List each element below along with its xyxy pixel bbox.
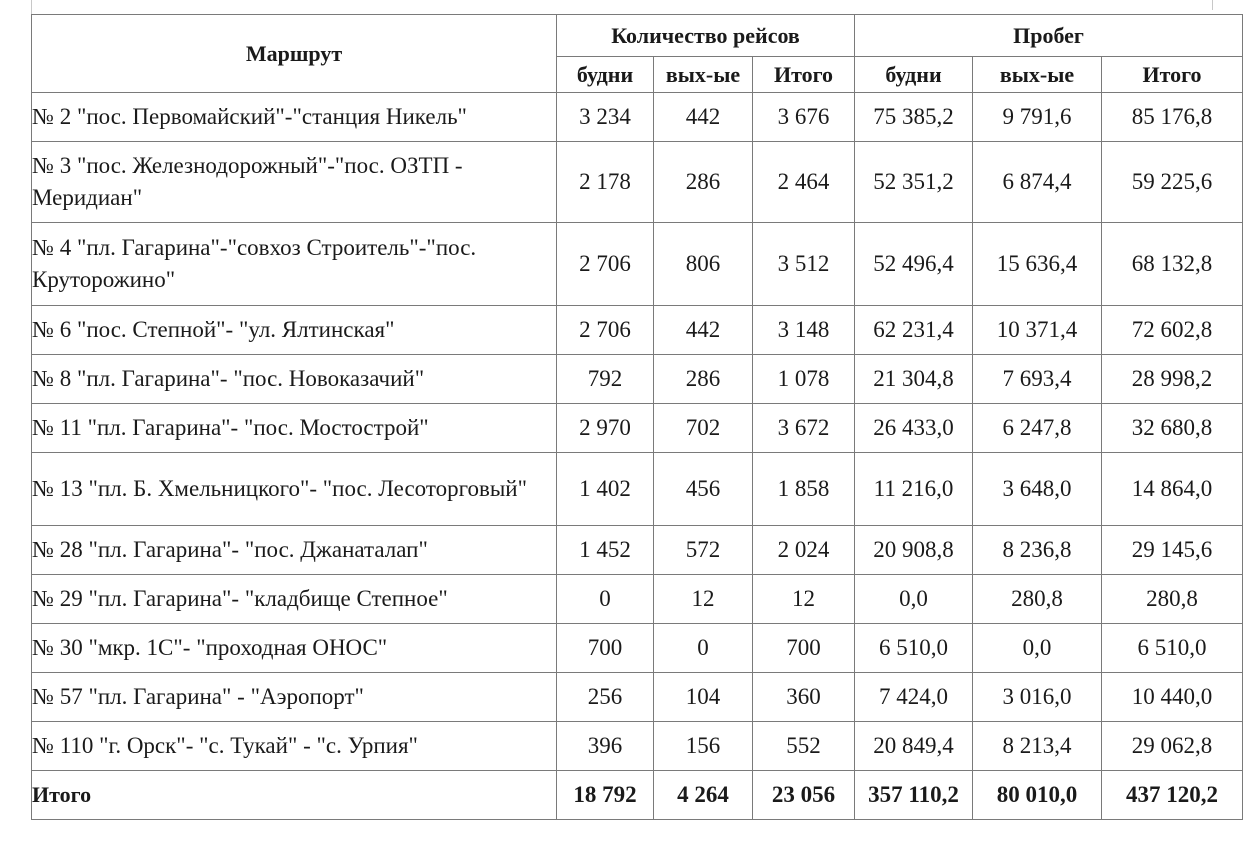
trips-total-cell: 700 (753, 624, 855, 673)
mileage-total-cell: 6 510,0 (1102, 624, 1243, 673)
mileage-weekends-cell: 3 016,0 (973, 673, 1102, 722)
mileage-weekdays-cell: 75 385,2 (855, 93, 973, 142)
route-cell: № 8 "пл. Гагарина"- "пос. Новоказачий" (32, 355, 557, 404)
trips-weekdays-cell: 1 402 (557, 453, 654, 526)
header-mileage-weekends: вых-ые (973, 57, 1102, 93)
total-row (32, 771, 1243, 820)
mileage-weekends-cell: 280,8 (973, 575, 1102, 624)
mileage-weekends-cell: 7 693,4 (973, 355, 1102, 404)
trips-weekends-cell: 156 (654, 722, 753, 771)
route-cell: № 28 "пл. Гагарина"- "пос. Джанаталап" (32, 526, 557, 575)
mileage-weekends-cell: 15 636,4 (973, 223, 1102, 306)
mileage-weekdays-cell: 0,0 (855, 575, 973, 624)
mileage-weekends-cell: 6 247,8 (973, 404, 1102, 453)
mileage-weekdays-cell: 26 433,0 (855, 404, 973, 453)
trips-weekdays-cell: 396 (557, 722, 654, 771)
mileage-total-cell: 72 602,8 (1102, 306, 1243, 355)
trips-weekdays-cell: 1 452 (557, 526, 654, 575)
trips-weekends-cell: 572 (654, 526, 753, 575)
mileage-weekdays-cell: 6 510,0 (855, 624, 973, 673)
mileage-total-cell: 29 145,6 (1102, 526, 1243, 575)
trips-weekdays-cell: 256 (557, 673, 654, 722)
trips-total-cell: 3 512 (753, 223, 855, 306)
total-mileage-weekends: 80 010,0 (973, 771, 1102, 820)
header-trips-weekends: вых-ые (654, 57, 753, 93)
trips-weekends-cell: 286 (654, 355, 753, 404)
mileage-weekends-cell: 9 791,6 (973, 93, 1102, 142)
table-row (32, 575, 1243, 624)
mileage-total-cell: 280,8 (1102, 575, 1243, 624)
mileage-weekends-cell: 6 874,4 (973, 142, 1102, 223)
route-cell: № 30 "мкр. 1С"- "проходная ОНОС" (32, 624, 557, 673)
trips-total-cell: 1 858 (753, 453, 855, 526)
trips-total-cell: 3 148 (753, 306, 855, 355)
route-cell: № 11 "пл. Гагарина"- "пос. Мостострой" (32, 404, 557, 453)
table-row (32, 142, 1243, 223)
page-edge-right (1212, 0, 1213, 10)
trips-total-cell: 360 (753, 673, 855, 722)
table-row (32, 93, 1243, 142)
total-mileage-weekdays: 357 110,2 (855, 771, 973, 820)
trips-total-cell: 12 (753, 575, 855, 624)
header-trips-group: Количество рейсов (557, 15, 855, 57)
mileage-weekdays-cell: 52 351,2 (855, 142, 973, 223)
routes-table (31, 14, 1243, 820)
trips-weekdays-cell: 2 178 (557, 142, 654, 223)
trips-weekdays-cell: 0 (557, 575, 654, 624)
mileage-weekdays-cell: 7 424,0 (855, 673, 973, 722)
mileage-total-cell: 14 864,0 (1102, 453, 1243, 526)
table-row (32, 526, 1243, 575)
route-cell: № 13 "пл. Б. Хмельницкого"- "пос. Лесоторговый" (32, 453, 557, 526)
mileage-weekdays-cell: 21 304,8 (855, 355, 973, 404)
mileage-total-cell: 29 062,8 (1102, 722, 1243, 771)
trips-weekends-cell: 12 (654, 575, 753, 624)
route-cell: № 6 "пос. Степной"- "ул. Ялтинская" (32, 306, 557, 355)
table-row (32, 624, 1243, 673)
header-trips-total: Итого (753, 57, 855, 93)
trips-weekends-cell: 104 (654, 673, 753, 722)
total-label: Итого (32, 771, 557, 820)
mileage-weekdays-cell: 20 849,4 (855, 722, 973, 771)
table-row (32, 404, 1243, 453)
header-trips-weekdays: будни (557, 57, 654, 93)
total-trips-weekends: 4 264 (654, 771, 753, 820)
header-mileage-weekdays: будни (855, 57, 973, 93)
table-row (32, 306, 1243, 355)
trips-total-cell: 2 024 (753, 526, 855, 575)
mileage-weekdays-cell: 52 496,4 (855, 223, 973, 306)
header-route: Маршрут (32, 15, 557, 93)
trips-weekends-cell: 286 (654, 142, 753, 223)
total-trips-total: 23 056 (753, 771, 855, 820)
mileage-total-cell: 85 176,8 (1102, 93, 1243, 142)
mileage-weekends-cell: 8 236,8 (973, 526, 1102, 575)
route-cell: № 110 "г. Орск"- "с. Тукай" - "с. Урпия" (32, 722, 557, 771)
mileage-weekends-cell: 0,0 (973, 624, 1102, 673)
mileage-total-cell: 28 998,2 (1102, 355, 1243, 404)
table-row (32, 453, 1243, 526)
trips-weekends-cell: 0 (654, 624, 753, 673)
mileage-weekends-cell: 8 213,4 (973, 722, 1102, 771)
table-row (32, 355, 1243, 404)
mileage-total-cell: 59 225,6 (1102, 142, 1243, 223)
trips-total-cell: 1 078 (753, 355, 855, 404)
trips-weekends-cell: 442 (654, 306, 753, 355)
route-cell: № 3 "пос. Железнодорожный"-"пос. ОЗТП - Меридиан" (32, 142, 557, 223)
total-mileage-total: 437 120,2 (1102, 771, 1243, 820)
mileage-weekends-cell: 10 371,4 (973, 306, 1102, 355)
route-cell: № 29 "пл. Гагарина"- "кладбище Степное" (32, 575, 557, 624)
table-row (32, 673, 1243, 722)
route-cell: № 2 "пос. Первомайский"-"станция Никель" (32, 93, 557, 142)
mileage-total-cell: 68 132,8 (1102, 223, 1243, 306)
header-row-groups (32, 15, 1243, 57)
trips-weekends-cell: 442 (654, 93, 753, 142)
mileage-total-cell: 10 440,0 (1102, 673, 1243, 722)
mileage-weekdays-cell: 62 231,4 (855, 306, 973, 355)
header-mileage-group: Пробег (855, 15, 1243, 57)
route-cell: № 4 "пл. Гагарина"-"совхоз Строитель"-"пос. Круторожино" (32, 223, 557, 306)
trips-weekdays-cell: 3 234 (557, 93, 654, 142)
trips-total-cell: 3 672 (753, 404, 855, 453)
route-cell: № 57 "пл. Гагарина" - "Аэропорт" (32, 673, 557, 722)
trips-weekdays-cell: 2 706 (557, 223, 654, 306)
trips-weekends-cell: 456 (654, 453, 753, 526)
table-row (32, 722, 1243, 771)
trips-weekdays-cell: 792 (557, 355, 654, 404)
header-mileage-total: Итого (1102, 57, 1243, 93)
trips-weekdays-cell: 700 (557, 624, 654, 673)
page-edge-left (31, 0, 32, 14)
table-row (32, 223, 1243, 306)
mileage-weekdays-cell: 11 216,0 (855, 453, 973, 526)
total-trips-weekdays: 18 792 (557, 771, 654, 820)
trips-total-cell: 2 464 (753, 142, 855, 223)
trips-weekdays-cell: 2 706 (557, 306, 654, 355)
trips-total-cell: 552 (753, 722, 855, 771)
trips-weekends-cell: 806 (654, 223, 753, 306)
trips-weekdays-cell: 2 970 (557, 404, 654, 453)
trips-weekends-cell: 702 (654, 404, 753, 453)
mileage-total-cell: 32 680,8 (1102, 404, 1243, 453)
mileage-weekdays-cell: 20 908,8 (855, 526, 973, 575)
trips-total-cell: 3 676 (753, 93, 855, 142)
mileage-weekends-cell: 3 648,0 (973, 453, 1102, 526)
